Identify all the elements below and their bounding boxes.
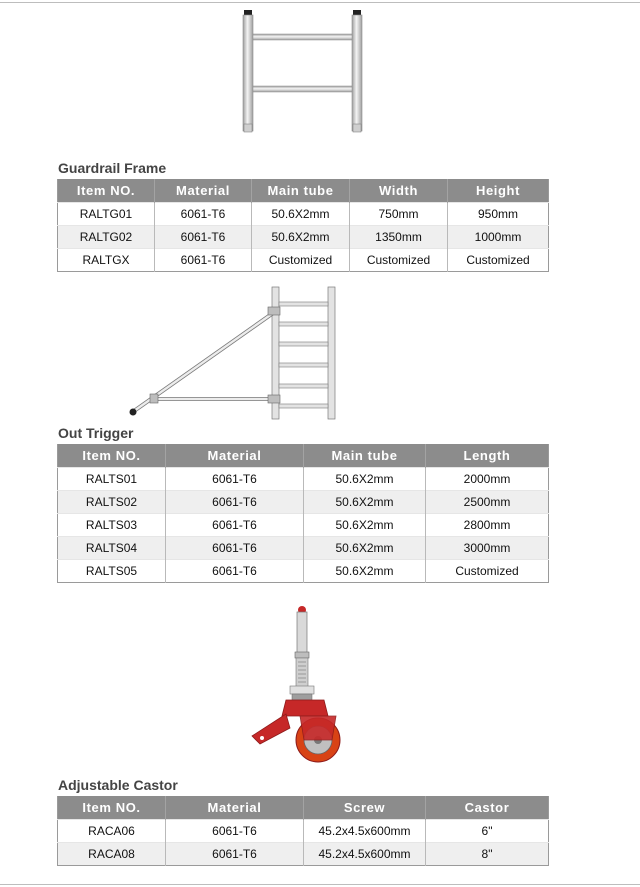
cell-length: 2000mm [426, 468, 549, 491]
cell-screw: 45.2x4.5x600mm [304, 843, 426, 866]
cell-item-no: RALTS03 [58, 514, 166, 537]
cell-item-no: RACA06 [58, 820, 166, 843]
cell-width: Customized [350, 249, 448, 272]
cell-material: 6061-T6 [166, 843, 304, 866]
column-header-main-tube: Main tube [304, 444, 426, 468]
cell-item-no: RALTGX [58, 249, 155, 272]
column-header-item-no: Item NO. [58, 796, 166, 820]
cell-material: 6061-T6 [166, 514, 304, 537]
table-header-row [58, 444, 549, 468]
table-header-row [58, 179, 549, 203]
guardrail-section-title: Guardrail Frame [58, 160, 167, 176]
cell-item-no: RALTS02 [58, 491, 166, 514]
cell-item-no: RALTG01 [58, 203, 155, 226]
cell-height: 950mm [448, 203, 549, 226]
column-header-width: Width [350, 179, 448, 203]
cell-item-no: RACA08 [58, 843, 166, 866]
cell-item-no: RALTS04 [58, 537, 166, 560]
column-header-height: Height [448, 179, 549, 203]
table-row [58, 537, 549, 560]
out-trigger-section-title: Out Trigger [58, 425, 134, 441]
cell-material: 6061-T6 [166, 537, 304, 560]
table-header-row [58, 796, 549, 820]
cell-material: 6061-T6 [155, 203, 252, 226]
table-row [58, 203, 549, 226]
column-header-length: Length [426, 444, 549, 468]
column-header-castor: Castor [426, 796, 549, 820]
out-trigger-spec-table [57, 444, 549, 583]
cell-castor: 6" [426, 820, 549, 843]
column-header-screw: Screw [304, 796, 426, 820]
cell-main-tube: 50.6X2mm [304, 560, 426, 583]
cell-width: 750mm [350, 203, 448, 226]
cell-length: 2500mm [426, 491, 549, 514]
cell-length: Customized [426, 560, 549, 583]
column-header-item-no: Item NO. [58, 179, 155, 203]
cell-height: 1000mm [448, 226, 549, 249]
cell-material: 6061-T6 [166, 820, 304, 843]
cell-height: Customized [448, 249, 549, 272]
cell-item-no: RALTS01 [58, 468, 166, 491]
cell-main-tube: 50.6X2mm [252, 226, 350, 249]
cell-main-tube: Customized [252, 249, 350, 272]
castor-section-title: Adjustable Castor [58, 777, 178, 793]
cell-material: 6061-T6 [155, 226, 252, 249]
cell-material: 6061-T6 [155, 249, 252, 272]
cell-material: 6061-T6 [166, 491, 304, 514]
cell-material: 6061-T6 [166, 560, 304, 583]
adjustable-castor-image [250, 604, 360, 766]
column-header-item-no: Item NO. [58, 444, 166, 468]
cell-screw: 45.2x4.5x600mm [304, 820, 426, 843]
table-row [58, 491, 549, 514]
cell-castor: 8" [426, 843, 549, 866]
column-header-main-tube: Main tube [252, 179, 350, 203]
column-header-material: Material [166, 444, 304, 468]
column-header-material: Material [166, 796, 304, 820]
out-trigger-image [124, 285, 340, 423]
table-row [58, 468, 549, 491]
cell-main-tube: 50.6X2mm [304, 491, 426, 514]
cell-width: 1350mm [350, 226, 448, 249]
cell-material: 6061-T6 [166, 468, 304, 491]
guardrail-frame-image [236, 8, 368, 136]
table-row [58, 560, 549, 583]
cell-main-tube: 50.6X2mm [304, 537, 426, 560]
bottom-divider [0, 884, 640, 885]
cell-item-no: RALTG02 [58, 226, 155, 249]
cell-length: 3000mm [426, 537, 549, 560]
cell-main-tube: 50.6X2mm [304, 514, 426, 537]
cell-main-tube: 50.6X2mm [252, 203, 350, 226]
table-row [58, 843, 549, 866]
table-row [58, 820, 549, 843]
cell-item-no: RALTS05 [58, 560, 166, 583]
table-row [58, 226, 549, 249]
table-row [58, 514, 549, 537]
cell-main-tube: 50.6X2mm [304, 468, 426, 491]
column-header-material: Material [155, 179, 252, 203]
table-row [58, 249, 549, 272]
top-divider [0, 2, 640, 3]
guardrail-spec-table [57, 179, 549, 272]
cell-length: 2800mm [426, 514, 549, 537]
castor-spec-table [57, 796, 549, 866]
